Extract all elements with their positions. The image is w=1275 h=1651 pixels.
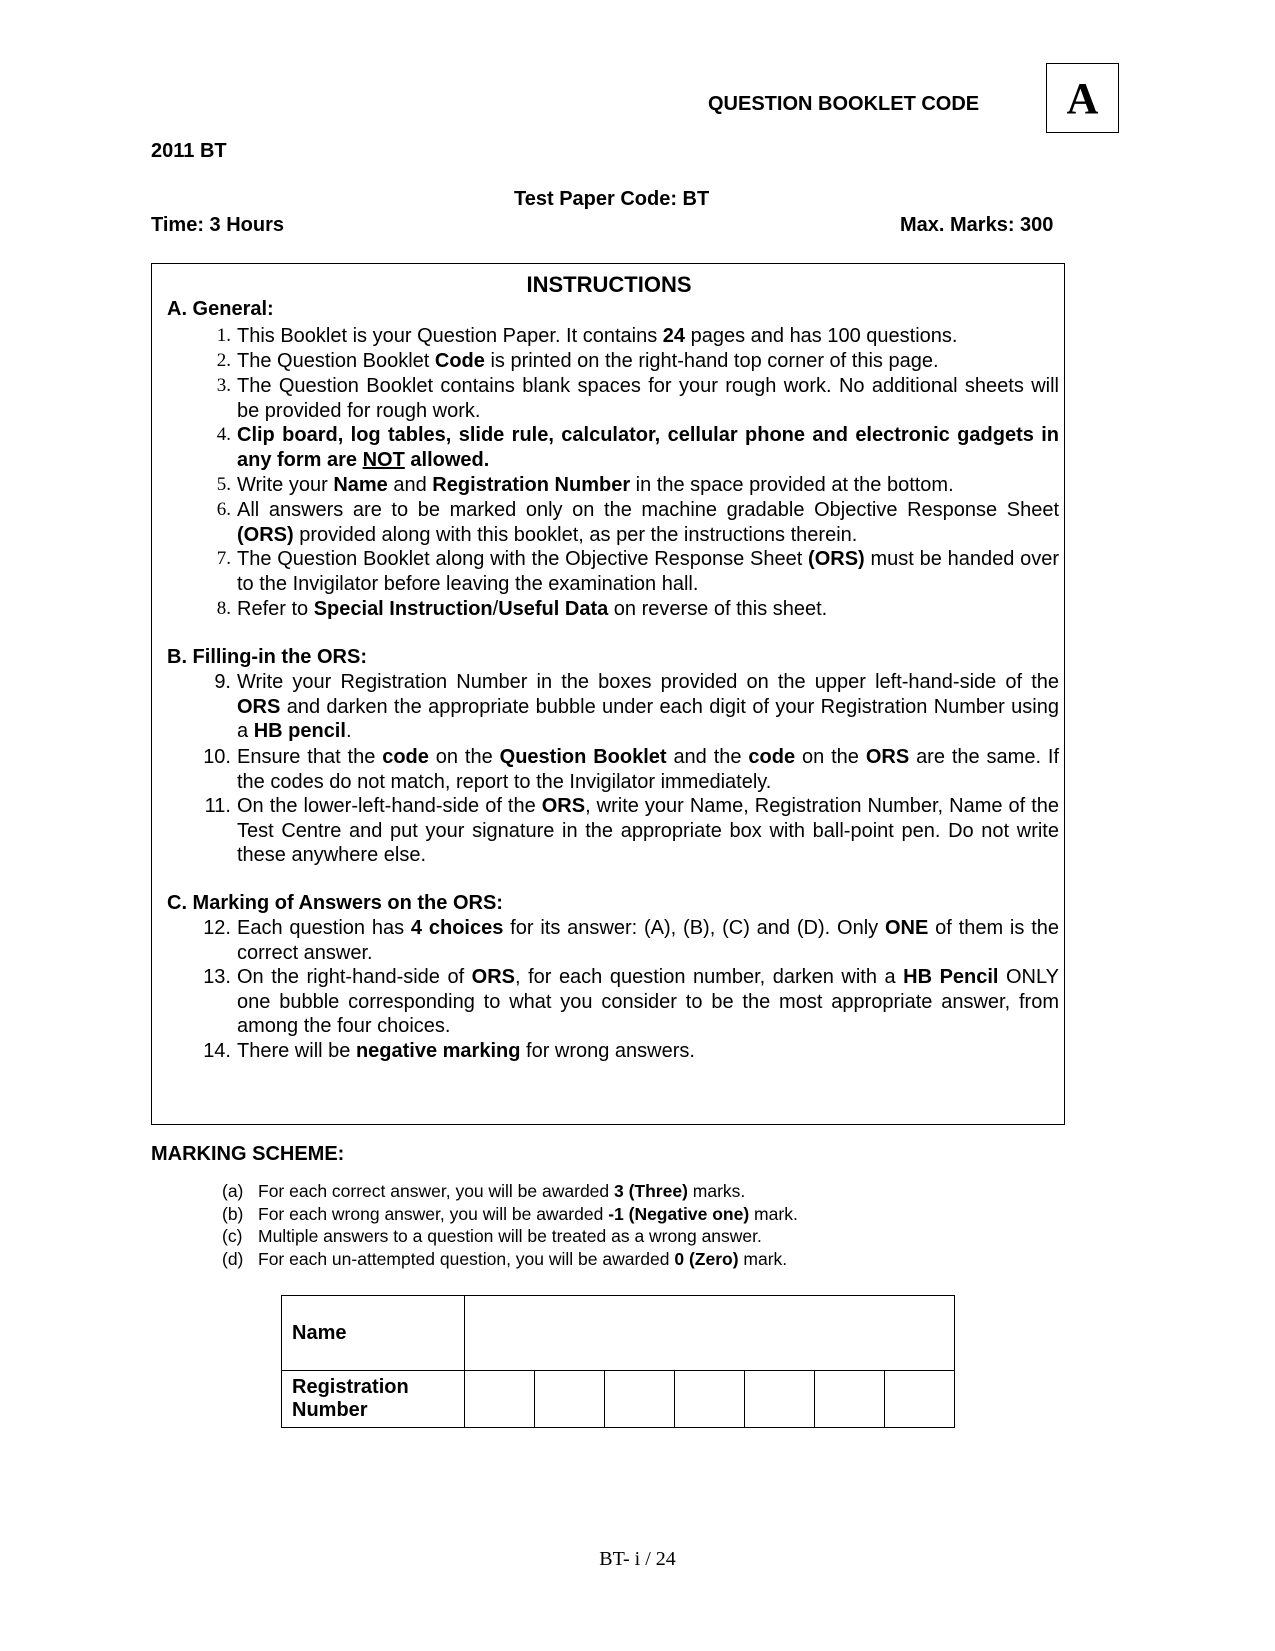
instruction-item: 13. On the right-hand-side of ORS, for each question number, darken with a HB Pencil ONLY one bubble corresponding to what you consider to be the most appropriate answer, from among the four choices.: [203, 966, 1059, 1038]
booklet-code: A: [1066, 73, 1099, 123]
max-marks: Max. Marks: 300: [900, 214, 1054, 236]
instruction-item: 3. The Question Booklet contains blank spaces for your rough work. No additional sheets will be provided for rough work.: [216, 375, 1059, 422]
registration-digit-box[interactable]: [465, 1371, 535, 1428]
instructions-title: INSTRUCTIONS: [526, 272, 692, 297]
instruction-item: 5. Write your Name and Registration Number in the space provided at the bottom.: [216, 474, 954, 496]
registration-digit-box[interactable]: [605, 1371, 675, 1428]
instruction-item: 9. Write your Registration Number in the boxes provided on the upper left-hand-side of the ORS and darken the appropriate bubble under each digit of your Registration Number using a HB pencil.: [214, 671, 1059, 743]
instruction-item: 2. The Question Booklet Code is printed on the right-hand top corner of this page.: [216, 350, 939, 372]
instruction-item: 7. The Question Booklet along with the Objective Response Sheet (ORS) must be handed over to the Invigilator before leaving the examination hall.: [216, 548, 1059, 595]
marking-scheme-list: [222, 1180, 1022, 1270]
marking-scheme-item: (d) For each un-attempted question, you will be awarded 0 (Zero) mark.: [222, 1248, 788, 1269]
instruction-item: 10. Ensure that the code on the Question Booklet and the code on the ORS are the same. If the codes do not match, report to the Invigilator immediately.: [203, 746, 1060, 793]
booklet-code-label: QUESTION BOOKLET CODE: [708, 93, 980, 115]
booklet-code-box: [1046, 63, 1119, 133]
test-paper-code: Test Paper Code: BT: [514, 188, 710, 210]
registration-digit-box[interactable]: [535, 1371, 605, 1428]
instruction-item: 8. Refer to Special Instruction/Useful Data on reverse of this sheet.: [216, 598, 828, 620]
name-label: Name: [282, 1296, 465, 1371]
instruction-item: 11. On the lower-left-hand-side of the ORS, write your Name, Registration Number, Name of the Test Centre and put your signature in the appropriate box with ball-point pen. Do not write these anywhere else.: [204, 795, 1060, 867]
registration-digit-box[interactable]: [745, 1371, 815, 1428]
marking-scheme-item: (a) For each correct answer, you will be awarded 3 (Three) marks.: [222, 1181, 746, 1201]
marking-scheme-item: (c) Multiple answers to a question will be treated as a wrong answer.: [222, 1226, 762, 1246]
candidate-details-table: [281, 1295, 955, 1428]
instruction-item: 14. There will be negative marking for wrong answers.: [203, 1040, 695, 1062]
exam-time: Time: 3 Hours: [151, 214, 284, 236]
instruction-item: 1. This Booklet is your Question Paper. It contains 24 pages and has 100 questions.: [216, 325, 958, 347]
registration-digit-box[interactable]: [815, 1371, 885, 1428]
instruction-item: 6. All answers are to be marked only on the machine gradable Objective Response Sheet (ORS) provided along with this booklet, as per the instructions therein.: [216, 499, 1059, 546]
exam-year: 2011 BT: [151, 140, 227, 162]
registration-digit-box[interactable]: [675, 1371, 745, 1428]
marking-scheme-item: (b) For each wrong answer, you will be awarded -1 (Negative one) mark.: [222, 1203, 798, 1224]
registration-label: Registration Number: [282, 1371, 465, 1428]
instructions-box: [151, 263, 1065, 1125]
instruction-item: 4. Clip board, log tables, slide rule, calculator, cellular phone and electronic gadgets in any form are NOT allowed.: [216, 424, 1059, 471]
name-field[interactable]: [465, 1296, 955, 1371]
marking-scheme-title: MARKING SCHEME:: [151, 1143, 345, 1165]
instruction-item: 12. Each question has 4 choices for its answer: (A), (B), (C) and (D). Only ONE of them is the correct answer.: [203, 917, 1059, 964]
section-filling-ors-heading: B. Filling-in the ORS:: [167, 646, 367, 668]
section-general-heading: A. General:: [167, 298, 274, 320]
section-marking-heading: C. Marking of Answers on the ORS:: [167, 892, 503, 914]
page-number: BT- i / 24: [599, 1548, 676, 1570]
registration-digit-box[interactable]: [885, 1371, 955, 1428]
